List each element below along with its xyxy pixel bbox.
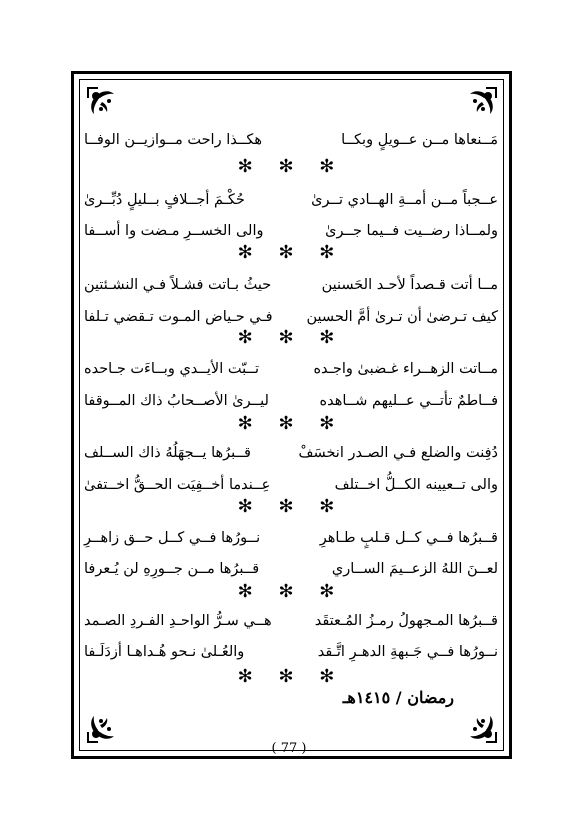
- verse-line: [84, 554, 498, 584]
- star-separator: ✻ ✻ ✻: [237, 242, 345, 263]
- verse-line: [84, 606, 498, 636]
- verse-line: [84, 523, 498, 553]
- star-separator: ✻ ✻ ✻: [237, 156, 345, 177]
- star-separator: ✻ ✻ ✻: [237, 666, 345, 687]
- hemistich-right: مــاتت الزهــراء غـضبىٰ واجـده: [313, 361, 498, 377]
- hemistich-left: والى الخســرِ مـضت وا أســفا: [84, 223, 264, 239]
- hemistich-left: والعُـلىٰ نـحو هُـداهـا أزدَلَـفا: [84, 644, 245, 660]
- hemistich-right: عــجباً مــن أمــةِ الهــادي تــرىٰ: [311, 192, 498, 208]
- hemistich-right: قــبرُها فــي كــل قـلبٍ طـاهرِ: [319, 530, 498, 546]
- verse-line: [84, 185, 498, 215]
- hemistich-left: عِــندما أخــفِيَت الحــقُّ اخــتفىٰ: [84, 477, 271, 493]
- verse-line: [84, 354, 498, 384]
- hemistich-left: فـي حـياض المـوت تـقضي تـلفا: [84, 309, 273, 325]
- hemistich-left: ليــرىٰ الأصــحابُ ذاك المــوقفا: [84, 393, 269, 409]
- page-number: ( 77 ): [271, 741, 307, 756]
- star-separator: ✻ ✻ ✻: [237, 413, 345, 434]
- hemistich-left: قــبرُها يــجهَلُهُ ذاك الســلف: [84, 445, 251, 461]
- hemistich-right: مــا أتت قـصداً لأحـد الحَسنين: [321, 277, 498, 293]
- composition-date: رمضان / ١٤١٥هـ: [342, 688, 454, 707]
- hemistich-right: لعــنَ اللهُ الزعــيمَ الســاري: [331, 561, 498, 577]
- corner-ornament-icon: [84, 84, 118, 118]
- hemistich-left: حُكْـمَ أجــلافٍ بــليلٍ دُبِّــرىٰ: [84, 192, 245, 208]
- hemistich-left: قــبرُها مــن جــورِهِ لن يُـعرفا: [84, 561, 260, 577]
- hemistich-left: هكــذا راحت مــوازيــن الوفــا: [84, 132, 262, 148]
- verse-line: [84, 386, 498, 416]
- hemistich-right: قــبرُها المـجهولُ رمـزُ المُـعتقَد: [314, 613, 498, 629]
- star-separator: ✻ ✻ ✻: [237, 581, 345, 602]
- hemistich-left: هــي سـرُّ الواحـدِ الفـردِ الصـمد: [84, 613, 272, 629]
- hemistich-right: دُفِنت والضلع فـي الصـدر انخسَفْ: [298, 445, 498, 461]
- hemistich-right: ولمــاذا رضــيت فــيما جــرىٰ: [325, 223, 498, 239]
- star-separator: ✻ ✻ ✻: [237, 496, 345, 517]
- verse-line: [84, 438, 498, 468]
- hemistich-right: مَــنعاها مــن عــويلٍ وبكــا: [341, 132, 498, 148]
- hemistich-right: نــورُها فــي جَـبهةِ الدهـرِ اتَّـقد: [317, 644, 498, 660]
- hemistich-left: نــورُها فــي كــل حــق زاهــرِ: [84, 530, 261, 546]
- star-separator: ✻ ✻ ✻: [237, 327, 345, 348]
- hemistich-right: كيف تـرضىٰ أن تـرىٰ أمَّ الحسين: [306, 309, 498, 325]
- hemistich-right: والى تــعيينه الكــلُّ اخــتلف: [334, 477, 498, 493]
- hemistich-left: تــبّت الأيــدي وبــاءَت جـاحده: [84, 361, 259, 377]
- verse-line: [84, 637, 498, 667]
- hemistich-right: فــاطمٌ تأتــي عــليهم شــاهده: [319, 393, 498, 409]
- hemistich-left: حيثُ بـاتت فشـلاً فـي النشـئتين: [84, 277, 272, 293]
- corner-ornament-icon: [466, 84, 500, 118]
- verse-line: [84, 270, 498, 300]
- verse-line: [84, 125, 498, 155]
